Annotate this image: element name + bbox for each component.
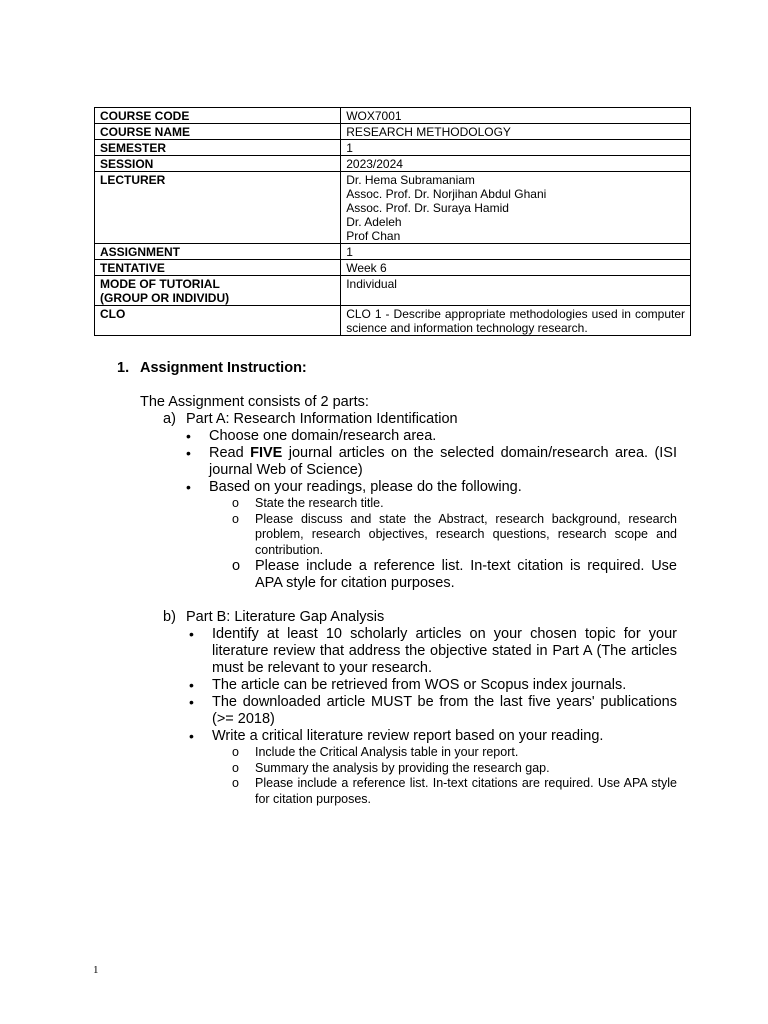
read-count: FIVE [250, 445, 283, 461]
sub-item-text: Please include a reference list. In-text citation is required. Use APA style for citation purposes. [255, 558, 677, 591]
list-item [186, 445, 677, 479]
sub-bullet-icon: o [232, 745, 239, 759]
row-label: CLO [95, 306, 341, 336]
part-a-label: a) [163, 411, 176, 427]
bullet-icon: • [189, 626, 194, 642]
table-row [95, 172, 691, 244]
row-value: Week 6 [341, 260, 691, 276]
section-heading [117, 360, 677, 377]
part-b [117, 609, 677, 807]
sub-list-item [232, 776, 677, 807]
part-b-heading [163, 609, 677, 626]
table-row [95, 244, 691, 260]
assignment-content [117, 360, 677, 807]
read-prefix: Read [209, 445, 244, 461]
list-item [189, 677, 677, 694]
row-label: COURSE CODE [95, 108, 341, 124]
list-item [189, 694, 677, 728]
section-number: 1. [117, 360, 130, 376]
part-a-heading [163, 411, 677, 428]
part-a-subitems [232, 496, 677, 592]
row-label: LECTURER [95, 172, 341, 244]
bullet-text: The article can be retrieved from WOS or Scopus index journals. [212, 677, 627, 693]
list-item [186, 479, 677, 496]
sub-list-item [232, 745, 677, 761]
sub-list-item [232, 512, 677, 559]
table-row [95, 276, 691, 306]
bullet-icon: • [189, 694, 194, 710]
table-row [95, 260, 691, 276]
part-b-subitems [232, 745, 677, 807]
row-value: 1 [341, 140, 691, 156]
bullet-text: Based on your readings, please do the following. [209, 479, 522, 495]
part-a-title: Part A: Research Information Identification [186, 411, 458, 427]
bullet-icon: • [186, 479, 191, 495]
bullet-icon: • [189, 677, 194, 693]
row-value: 2023/2024 [341, 156, 691, 172]
bullet-text: Choose one domain/research area. [209, 428, 437, 444]
sub-bullet-icon: o [232, 776, 239, 790]
row-value: 1 [341, 244, 691, 260]
bullet-icon: • [186, 428, 191, 444]
row-value: Dr. Hema Subramaniam Assoc. Prof. Dr. Norjihan Abdul Ghani Assoc. Prof. Dr. Suraya Hamid Dr. Adeleh Prof Chan [341, 172, 691, 244]
bullet-text: Identify at least 10 scholarly articles on your chosen topic for your literature review that address the objective stated in Part A (The articles must be relevant to your research. [212, 626, 677, 676]
bullet-text [209, 445, 677, 479]
bullet-text: Write a critical literature review report based on your reading. [212, 728, 604, 744]
part-b-title: Part B: Literature Gap Analysis [186, 609, 385, 625]
sub-item-text: Please include a reference list. In-text citations are required. Use APA style for citation purposes. [255, 776, 677, 806]
bullet-icon: • [186, 445, 191, 461]
sub-item-text: Include the Critical Analysis table in your report. [255, 745, 519, 759]
sub-bullet-icon: o [232, 558, 241, 574]
row-label: MODE OF TUTORIAL (GROUP OR INDIVIDU) [95, 276, 341, 306]
sub-list-item [232, 558, 677, 592]
table-row [95, 306, 691, 336]
row-value: RESEARCH METHODOLOGY [341, 124, 691, 140]
table-row [95, 140, 691, 156]
list-item [186, 428, 677, 445]
sub-bullet-icon: o [232, 496, 239, 510]
list-item [189, 626, 677, 677]
part-a-bullets [186, 428, 677, 496]
sub-item-text: Please discuss and state the Abstract, research background, research problem, research objectives, research questions, research scope and contribution. [255, 511, 677, 557]
table-row [95, 156, 691, 172]
sub-item-text: Summary the analysis by providing the research gap. [255, 760, 550, 775]
part-b-label: b) [163, 609, 176, 625]
course-info-table [94, 107, 691, 336]
sub-bullet-icon: o [232, 760, 239, 775]
part-b-bullets [189, 626, 677, 745]
sub-bullet-icon: o [232, 511, 239, 526]
bullet-icon: • [189, 728, 194, 744]
sub-item-text: State the research title. [255, 496, 384, 510]
sub-list-item [232, 761, 677, 777]
table-row [95, 108, 691, 124]
table-row [95, 124, 691, 140]
row-label: ASSIGNMENT [95, 244, 341, 260]
sub-list-item [232, 496, 677, 512]
row-label: COURSE NAME [95, 124, 341, 140]
row-label: SEMESTER [95, 140, 341, 156]
page-number: 1 [93, 964, 99, 976]
row-value: CLO 1 - Describe appropriate methodologies used in computer science and information technology research. [341, 306, 691, 336]
row-value: WOX7001 [341, 108, 691, 124]
intro-text: The Assignment consists of 2 parts: [140, 394, 369, 410]
row-label: SESSION [95, 156, 341, 172]
list-item [189, 728, 677, 745]
row-value: Individual [341, 276, 691, 306]
section-title: Assignment Instruction: [140, 360, 307, 376]
read-rest: journal articles on the selected domain/research area. (ISI journal Web of Science) [209, 445, 678, 478]
bullet-text: The downloaded article MUST be from the last five years' publications (>= 2018) [212, 694, 677, 727]
row-label: TENTATIVE [95, 260, 341, 276]
